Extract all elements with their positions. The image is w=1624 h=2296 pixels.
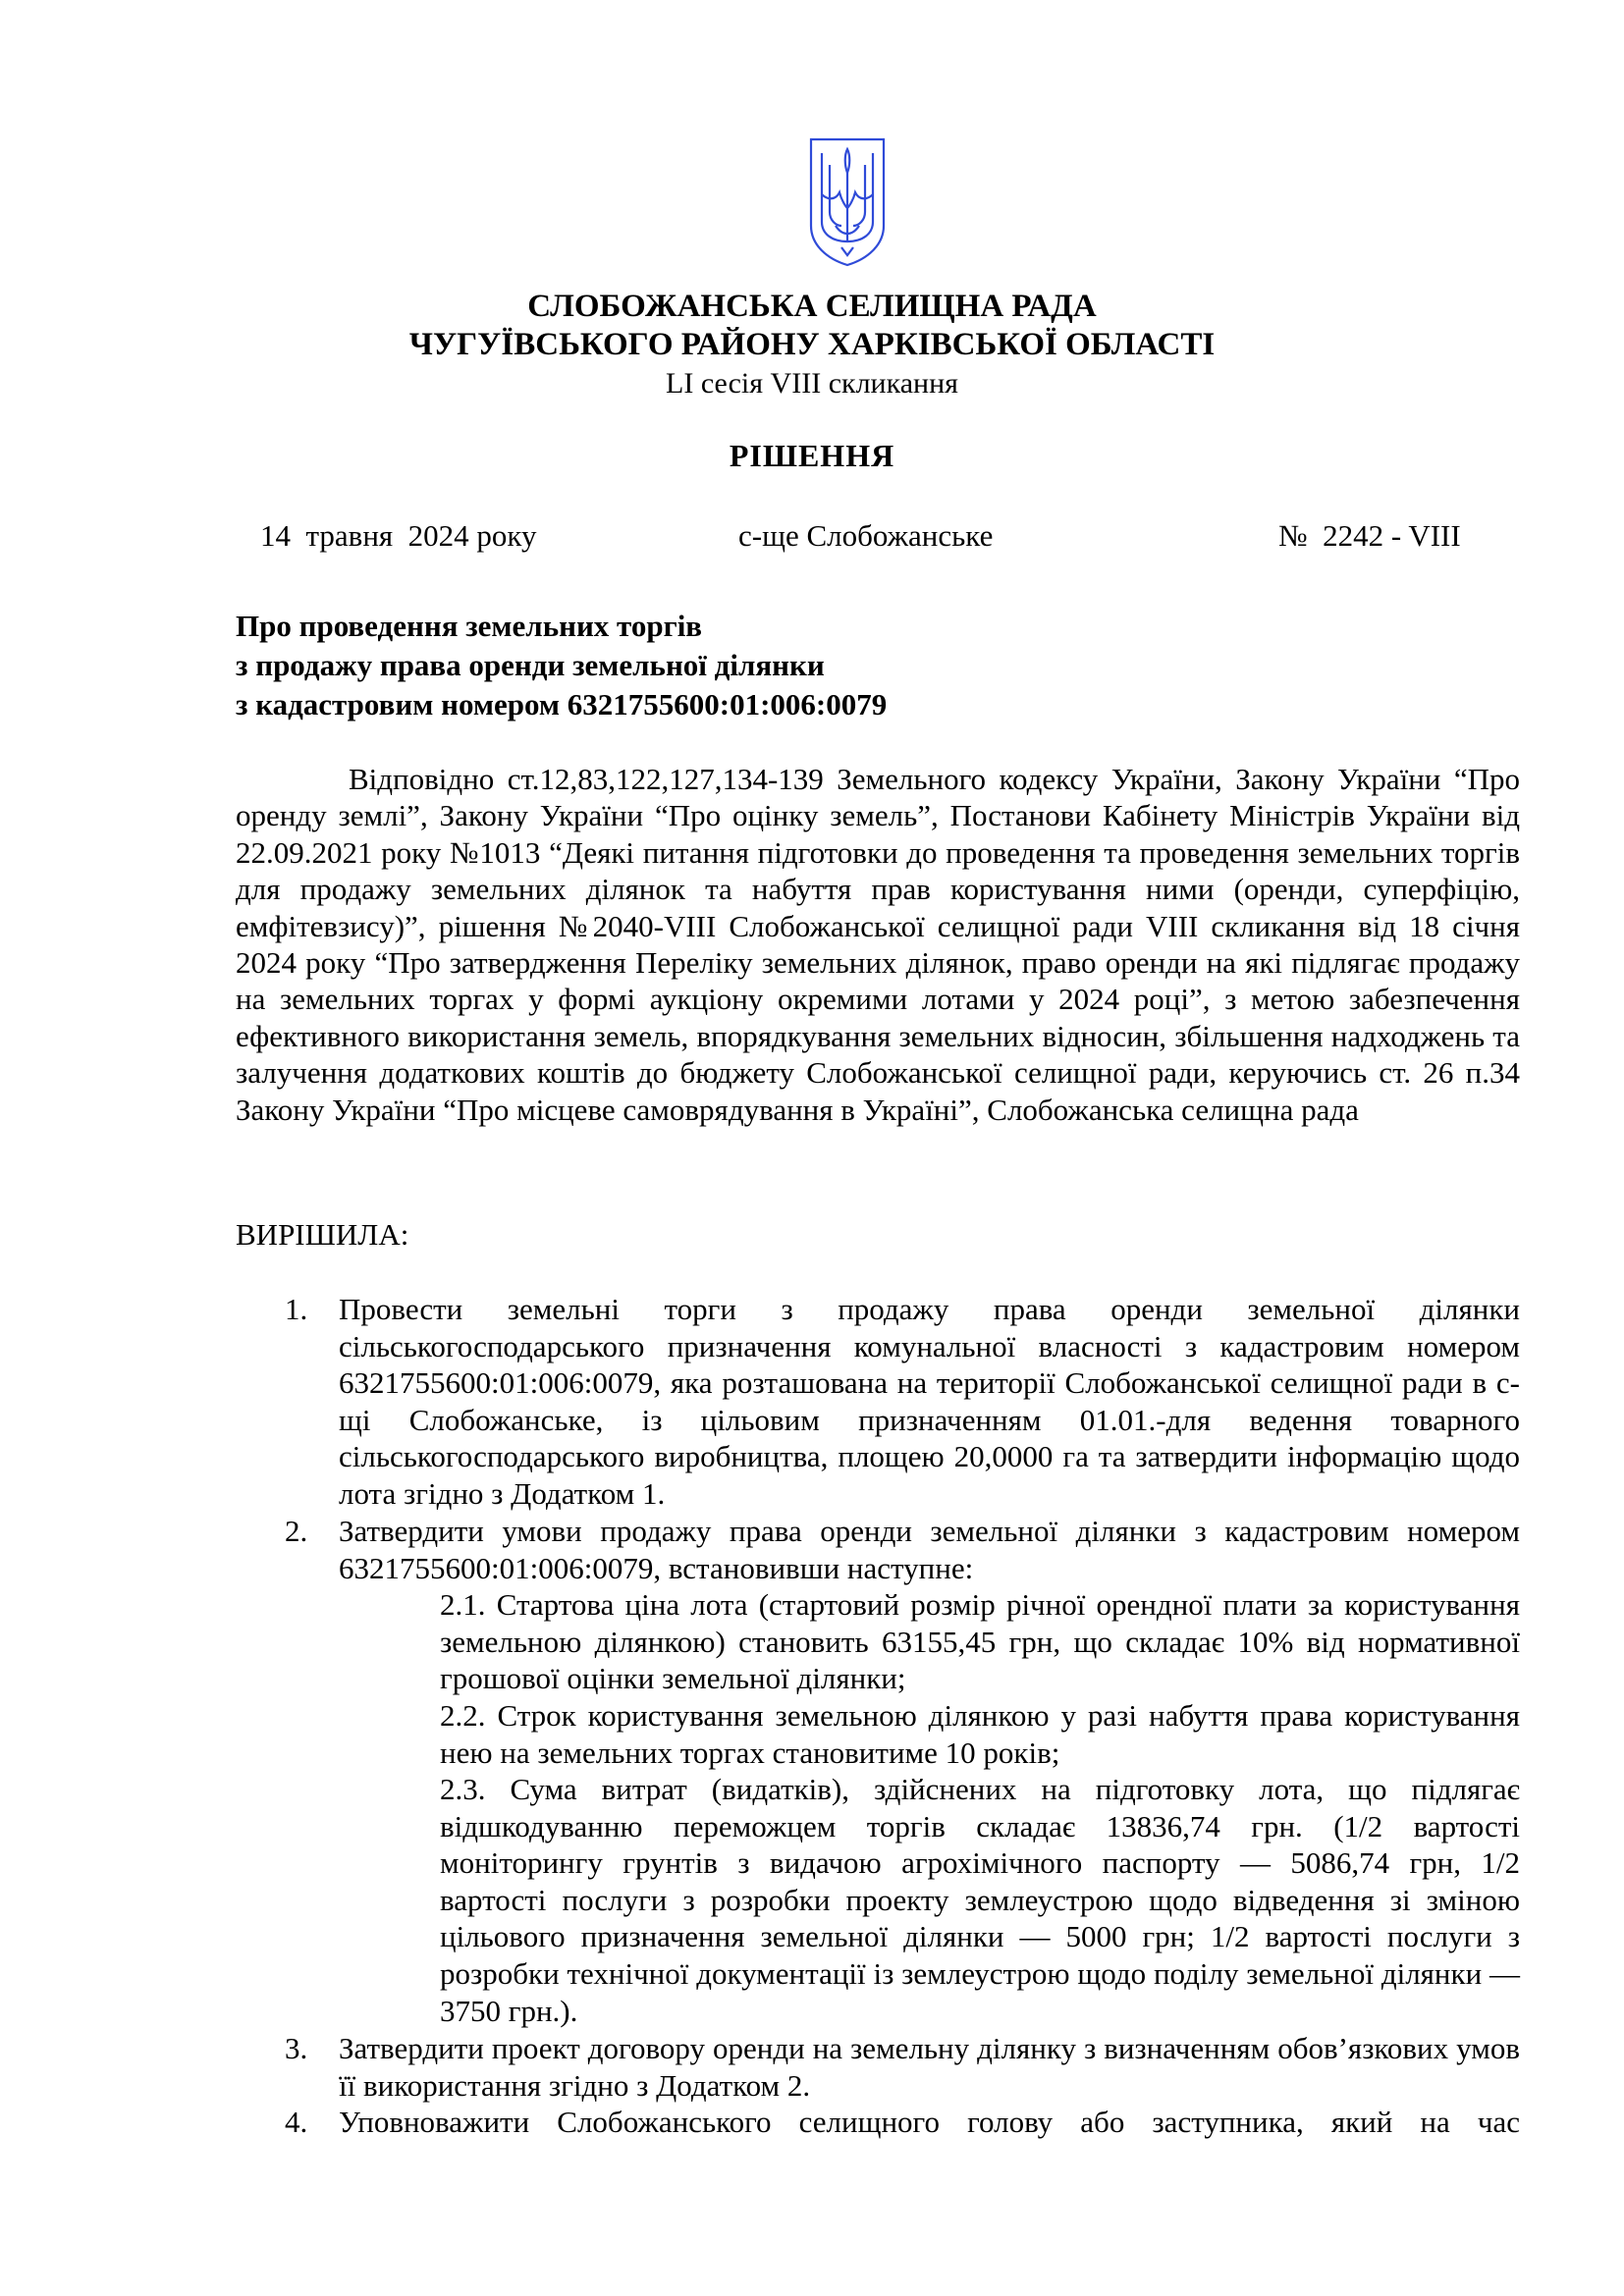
subject-line: Про проведення земельних торгів bbox=[236, 609, 703, 643]
district-name: ЧУГУЇВСЬКОГО РАЙОНУ ХАРКІВСЬКОЇ ОБЛАСТІ bbox=[408, 327, 1216, 362]
sub-item: 2.3. Сума витрат (видатків), здійснених на підготовку лота, що підлягає відшкодуванню переможцем торгів складає 13836,74 грн. (1/2 вартості моніторингу грунтів з видачою агрохімічного паспорту — 5086,74 грн, 1/2 вартості послуги з розробки проекту землеустрою щодо відведення зі зміною цільового призначення земельної ділянки — 5000 грн; 1/2 вартості послуги з розробки технічної документації із землеустрою щодо поділу земельної ділянки — 3750 грн.). bbox=[440, 1772, 1520, 2028]
decision-date: 14 травня 2024 року bbox=[260, 518, 537, 553]
list-item-number: 1. bbox=[285, 1292, 308, 1326]
decision-number: № 2242 - VIII bbox=[1278, 518, 1461, 553]
decision-place: с-ще Слобожанське bbox=[738, 518, 994, 553]
list-item bbox=[236, 2030, 1520, 2104]
decision-subject bbox=[236, 607, 1119, 724]
list-item bbox=[236, 1513, 1520, 1586]
list-item-text: Провести земельні торги з продажу права оренди земельної ділянки сільськогосподарського призначення комунальної власності з кадастровим номером 6321755600:01:006:0079, яка розташована на території Слобожанської селищної ради в с-щі Слобожанське, із цільовим призначенням 01.01.-для ведення товарного сільськогосподарського виробництва, площею 20,0000 га та затвердити інформацію щодо лота згідно з Додатком 1. bbox=[339, 1292, 1520, 1511]
list-item bbox=[236, 1291, 1520, 1513]
list-item bbox=[236, 2104, 1520, 2141]
list-item-text: Затвердити умови продажу права оренди земельної ділянки з кадастровим номером 6321755600:01:006:0079, встановивши наступне: bbox=[339, 1514, 1520, 1585]
list-item-number: 4. bbox=[285, 2105, 308, 2139]
list-item-text: Уповноважити Слобожанського селищного голову або заступника, який на час bbox=[339, 2105, 1520, 2139]
resolved-heading: ВИРІШИЛА: bbox=[236, 1217, 409, 1252]
sub-item: 2.2. Строк користування земельною ділянкою у разі набуття права користування нею на земельних торгах становитиме 10 років; bbox=[440, 1698, 1520, 1770]
coat-of-arms-icon bbox=[806, 135, 889, 268]
list-item-number: 2. bbox=[285, 1514, 308, 1548]
session-line: LI сесія VIII скликання bbox=[666, 367, 958, 400]
subject-line: з продажу права оренди земельної ділянки bbox=[236, 648, 825, 682]
subject-line: з кадастровим номером 6321755600:01:006:0079 bbox=[236, 687, 888, 721]
list-item-number: 3. bbox=[285, 2031, 308, 2065]
sub-item: 2.1. Стартова ціна лота (стартовий розмір річної орендної плати за користування земельною ділянкою) становить 63155,45 грн, що складає 10% від нормативної грошової оцінки земельної ділянки; bbox=[440, 1587, 1520, 1696]
decision-title: РІШЕННЯ bbox=[729, 438, 895, 473]
council-name: СЛОБОЖАНСЬКА СЕЛИЩНА РАДА bbox=[527, 289, 1097, 324]
preamble-paragraph: Відповідно ст.12,83,122,127,134-139 Земельного кодексу України, Закону України “Про оренду землі”, Закону України “Про оцінку земель”, Постанови Кабінету Міністрів України від 22.09.2021 року №1013 “Деякі питання підготовки до проведення та проведення земельних торгів для продажу земельних ділянок та набуття прав користування ними (оренди, суперфіцію, емфітевзису)”, рішення №2040-VIII Слобожанської селищної ради VIII скликання від 18 січня 2024 року “Про затвердження Переліку земельних ділянок, право оренди на які підлягає продажу на земельних торгах у формі аукціону окремими лотами у 2024 році”, з метою забезпечення ефективного використання земель, впорядкування земельних відносин, збільшення надходжень та залучення додаткових коштів до бюджету Слобожанської селищної ради, керуючись ст. 26 п.34 Закону України “Про місцеве самоврядування в Україні”, Слобожанська селищна рада bbox=[236, 762, 1520, 1127]
list-item-text: Затвердити проект договору оренди на земельну ділянку з визначенням обов’язкових умов її використання згідно з Додатком 2. bbox=[339, 2031, 1520, 2103]
